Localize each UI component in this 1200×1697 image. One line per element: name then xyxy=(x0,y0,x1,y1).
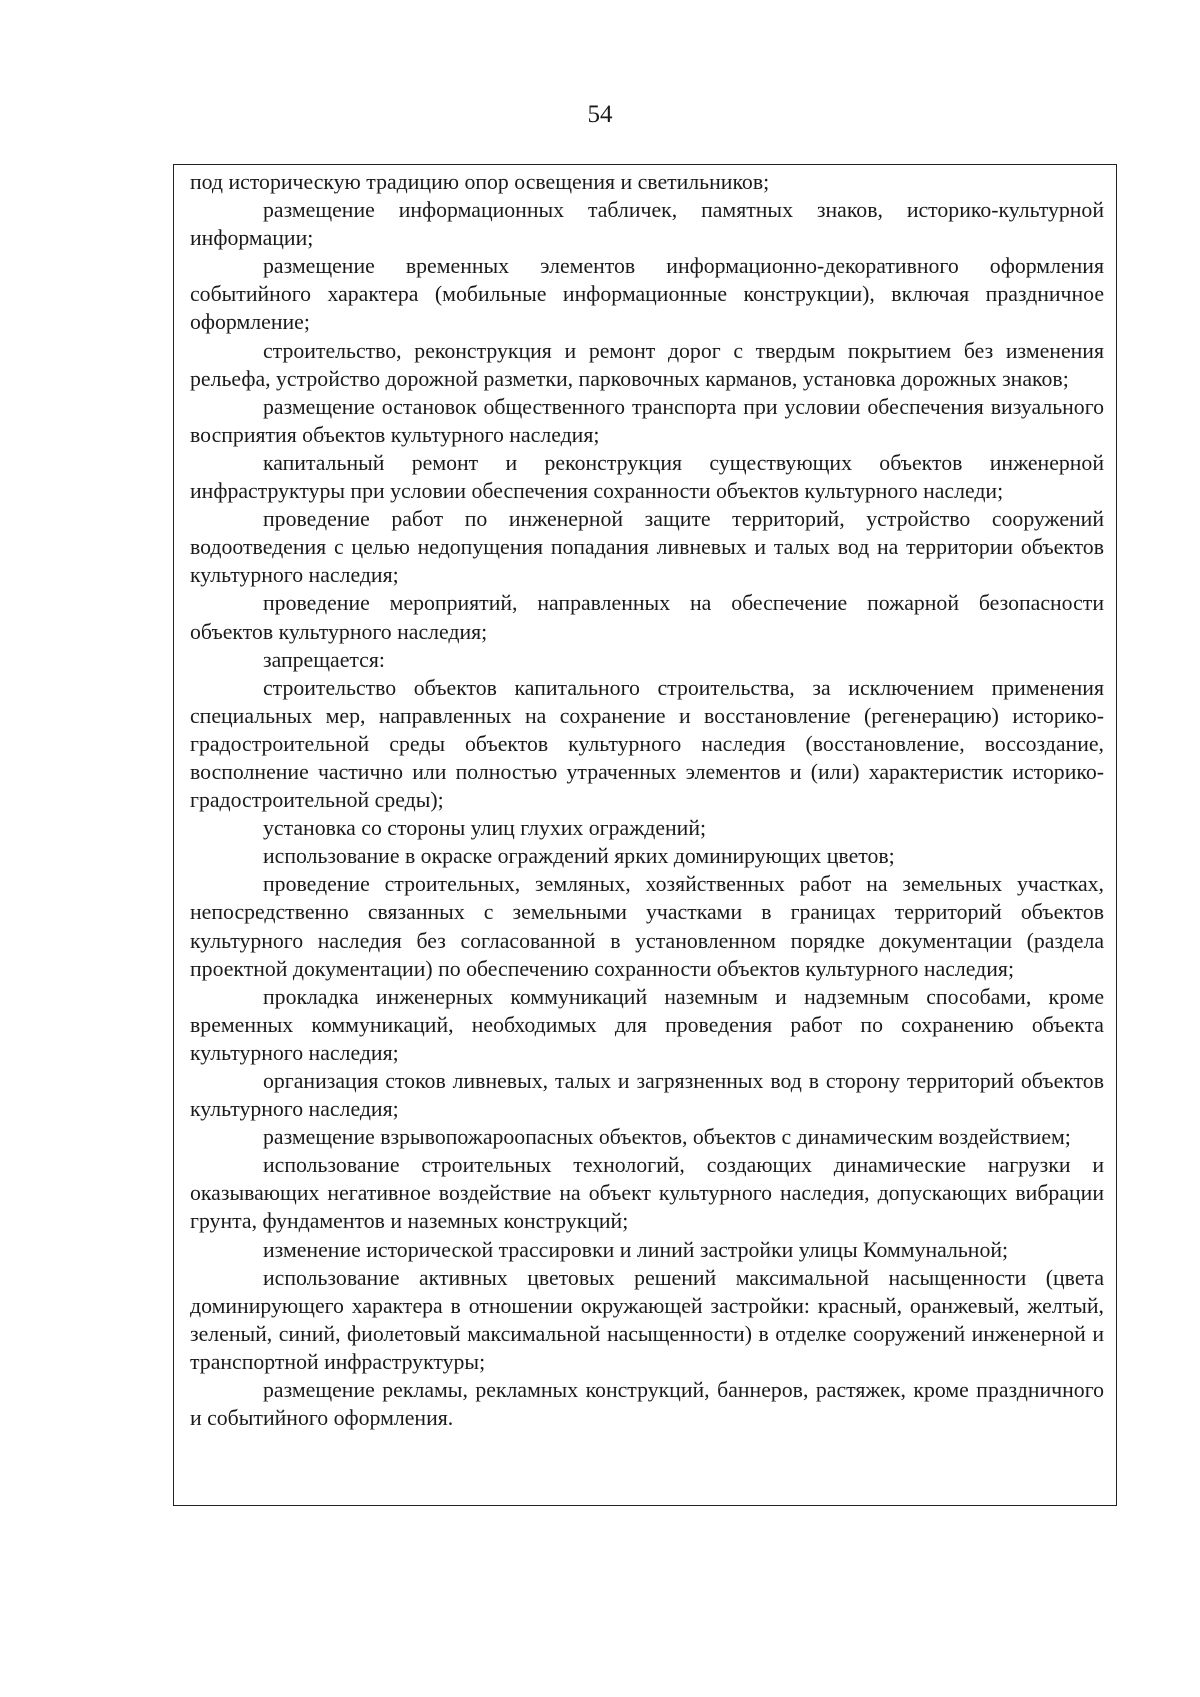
page-number: 54 xyxy=(587,101,613,128)
paragraph-engineering-repair: капитальный ремонт и реконструкция существующих объектов инженерной инфраструктуры при условии обеспечения сохранности объектов культурного наследи; xyxy=(190,450,1104,504)
paragraph-fire-safety: проведение мероприятий, направленных на обеспечение пожарной безопасности объектов культурного наследия; xyxy=(190,591,1104,644)
paragraph-water-drains: организация стоков ливневых, талых и загрязненных вод в сторону территорий объектов культурного наследия; xyxy=(190,1069,1104,1122)
paragraph-active-colors: использование активных цветовых решений максимальной насыщенности (цвета доминирующего характера в отношении окружающей застройки: красный, оранжевый, желтый, зеленый, синий, фиолетовый максимальной насыщенности) в отделке сооружений инженерной и транспортной инфраструктуры; xyxy=(190,1265,1104,1374)
content-table-cell xyxy=(173,164,1117,1506)
paragraph-explosive-objects: размещение взрывопожароопасных объектов, объектов с динамическим воздействием; xyxy=(263,1125,1071,1150)
paragraph-capital-construction: строительство объектов капитального строительства, за исключением применения специальных мер, направленных на сохранение и восстановление (регенерацию) историко-градостроительной среды объектов культурного наследия (восстановление, воссоздание, восполнение частично или полностью утраченных элементов и (или) характеристик историко-градостроительной среды); xyxy=(190,675,1104,813)
paragraph-info-plates: размещение информационных табличек, памятных знаков, историко-культурной информации; xyxy=(190,198,1104,251)
paragraph-earth-works: проведение строительных, земляных, хозяйственных работ на земельных участках, непосредственно связанных с земельными участками в границах территорий объектов культурного наследия без согласованной в установленном порядке документации (раздела проектной документации) по обеспечению сохранности объектов культурного наследия; xyxy=(190,872,1104,981)
paragraph-territory-protection: проведение работ по инженерной защите территорий, устройство сооружений водоотведения с целью недопущения попадания ливневых и талых вод на территории объектов культурного наследия; xyxy=(190,507,1104,588)
paragraph-blind-fences: установка со стороны улиц глухих ограждений; xyxy=(263,816,707,841)
paragraph-continuation: под историческую традицию опор освещения и светильников; xyxy=(190,170,770,194)
paragraph-fence-colors: использование в окраске ограждений ярких доминирующих цветов; xyxy=(263,844,895,869)
paragraph-utility-lines: прокладка инженерных коммуникаций наземным и надземным способами, кроме временных коммуникаций, необходимых для проведения работ по сохранению объекта культурного наследия; xyxy=(190,984,1104,1065)
paragraph-transport-stops: размещение остановок общественного транспорта при условии обеспечения визуального восприятия объектов культурного наследия; xyxy=(190,394,1104,447)
paragraph-temporary-decor: размещение временных элементов информационно-декоративного оформления событийного характера (мобильные информационные конструкции), включая праздничное оформление; xyxy=(190,254,1104,335)
paragraph-road-construction: строительство, реконструкция и ремонт дорог с твердым покрытием без изменения рельефа, устройство дорожной разметки, парковочных карманов, установка дорожных знаков; xyxy=(190,338,1104,391)
paragraph-dynamic-loads: использование строительных технологий, создающих динамические нагрузки и оказывающих негативное воздействие на объект культурного наследия, допускающих вибрации грунта, фундаментов и наземных конструкций; xyxy=(190,1153,1104,1234)
paragraph-street-layout: изменение исторической трассировки и линий застройки улицы Коммунальной; xyxy=(263,1237,1009,1262)
paragraph-advertising: размещение рекламы, рекламных конструкций, баннеров, растяжек, кроме праздничного и событийного оформления. xyxy=(190,1378,1104,1431)
paragraph-prohibited-heading: запрещается: xyxy=(263,647,385,672)
